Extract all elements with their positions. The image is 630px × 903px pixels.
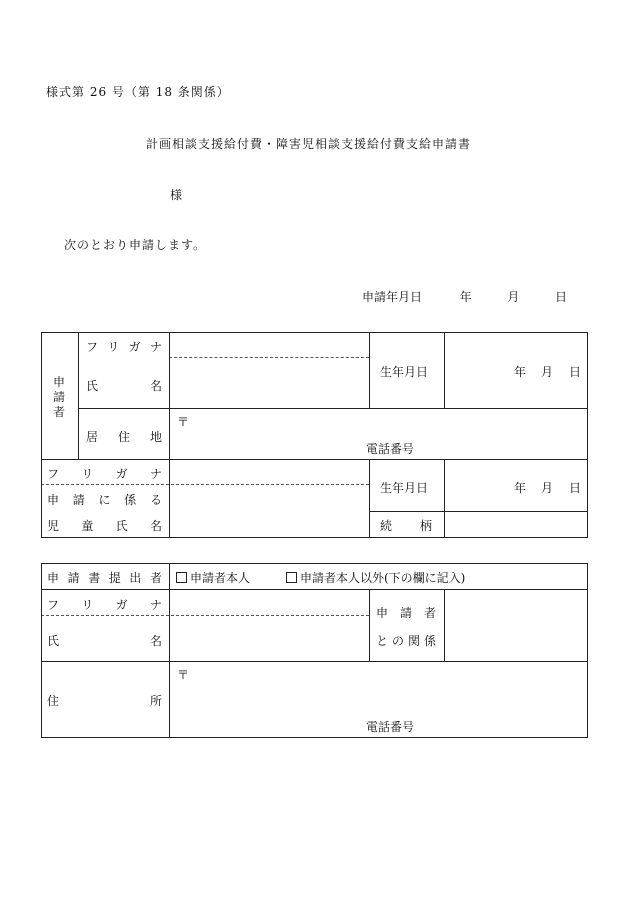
relationship-field[interactable] [447, 513, 585, 535]
applicant-postal-mark: 〒 [177, 415, 190, 429]
child-birth-day: 日 [569, 481, 582, 495]
option-self-label: 申請者本人 [190, 571, 251, 585]
child-birthdate-label: 生年月日 [380, 481, 429, 495]
relation-label-line1: 申 請 者 [376, 606, 436, 620]
applicant-residence-label: 居 住 地 [86, 430, 162, 444]
submitter-name-label: 氏 名 [47, 634, 162, 648]
form-number: 様式第 26 号（第 18 条関係） [46, 85, 230, 99]
applicant-section-label: 申 請 者 [52, 375, 65, 419]
applicant-name-label: 氏 名 [86, 379, 162, 393]
applicant-birth-year: 年 [514, 365, 527, 379]
applicant-phone-label: 電話番号 [366, 442, 415, 456]
submitter-name-field[interactable] [172, 617, 367, 659]
submitter-relation-field[interactable] [447, 591, 585, 659]
relationship-label: 続 柄 [380, 519, 432, 533]
application-date-label: 申請年月日 [362, 290, 423, 304]
option-other[interactable] [286, 569, 465, 586]
applicant-birth-month: 月 [541, 365, 554, 379]
applicant-birthdate-field[interactable] [447, 334, 507, 406]
applicant-birthdate-label: 生年月日 [380, 365, 429, 379]
date-year-label: 年 [459, 290, 472, 304]
submitter-furigana-label: フ リ ガ ナ [47, 598, 162, 612]
submitter-phone-label: 電話番号 [366, 720, 415, 734]
date-month-label: 月 [507, 290, 520, 304]
child-furigana-label: フ リ ガ ナ [47, 467, 162, 481]
submitter-label: 申 請 書 提 出 者 [47, 571, 162, 585]
applicant-furigana-field[interactable] [172, 334, 367, 356]
applicant-residence-field[interactable] [190, 410, 580, 435]
child-name-field[interactable] [172, 486, 367, 535]
submitter-furigana-field[interactable] [172, 591, 367, 613]
option-self[interactable] [176, 569, 250, 586]
intro-text: 次のとおり申請します。 [64, 238, 207, 252]
document-title: 計画相談支援給付費・障害児相談支援給付費支給申請書 [146, 137, 472, 151]
applicant-furigana-label: フ リ ガ ナ [86, 340, 162, 354]
submitter-postal-mark: 〒 [177, 668, 190, 682]
checkbox-self[interactable] [176, 572, 187, 583]
option-other-label: 申請者本人以外(下の欄に記入) [300, 571, 466, 585]
applicant-birth-day: 日 [569, 365, 582, 379]
date-day-label: 日 [555, 290, 568, 304]
application-date-line [362, 288, 567, 305]
submitter-address-label: 住 所 [47, 694, 162, 708]
child-label-line1: 申 請 に 係 る [47, 493, 162, 507]
child-furigana-field[interactable] [172, 461, 367, 483]
relation-label-line2: と の 関 係 [376, 634, 436, 648]
submitter-address-field[interactable] [190, 663, 580, 713]
checkbox-other[interactable] [286, 572, 297, 583]
child-label-line2: 児 童 氏 名 [47, 519, 162, 533]
child-birth-year: 年 [514, 481, 527, 495]
addressee-suffix: 様 [170, 188, 183, 202]
applicant-name-field[interactable] [172, 359, 367, 406]
child-birth-month: 月 [541, 481, 554, 495]
